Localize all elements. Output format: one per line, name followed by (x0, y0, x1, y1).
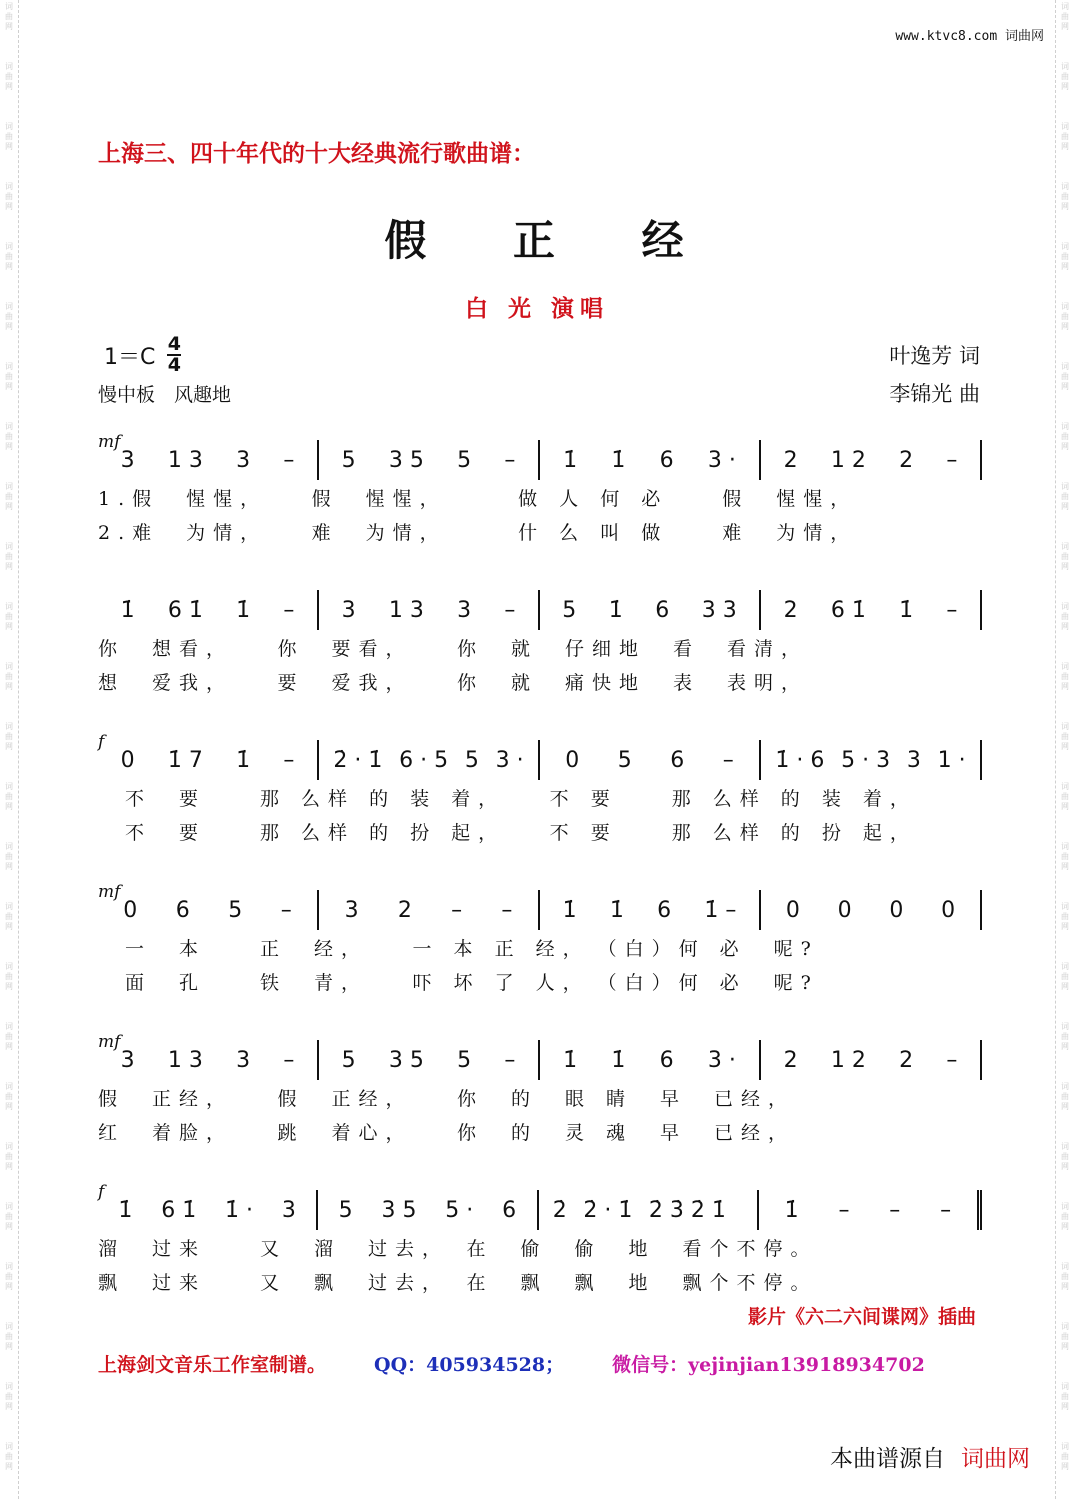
dynamic-marking: mf (98, 432, 121, 452)
dynamic-marking: f (98, 732, 105, 752)
dynamic-marking: mf (98, 1032, 121, 1052)
watermark-glyphs: 词曲网 (5, 962, 13, 991)
note: – (504, 597, 516, 623)
lyric-line: 不 要 那 么样 的 装 着， 不 要 那 么样 的 装 着， (98, 788, 917, 810)
note: 6 (655, 597, 670, 623)
key-label: 1＝C (104, 344, 156, 370)
note: 3 (341, 597, 356, 623)
note: 0 (837, 897, 852, 923)
note: 5 (338, 1197, 353, 1223)
note: 2̇ · 1̇ (583, 1197, 633, 1223)
note: 5 (341, 447, 356, 473)
watermark-glyphs: 词曲网 (1061, 602, 1069, 631)
note: 3 (236, 1047, 251, 1073)
watermark-glyphs: 词曲网 (5, 1202, 13, 1231)
watermark-glyphs: 词曲网 (5, 182, 13, 211)
note: 6 1̇ (167, 597, 203, 623)
watermark-glyphs: 词曲网 (1061, 662, 1069, 691)
note: 2̇ 3̇ 2̇ 1̇ (648, 1197, 726, 1223)
notes-row (98, 590, 982, 630)
note: 3 5 (388, 1047, 424, 1073)
site-name[interactable]: 词曲网 (1004, 29, 1044, 44)
note: 1̇ · (225, 1197, 254, 1223)
lyric-line: 飘 过来 又 飘 过去， 在 飘 飘 地 飘个不停。 (98, 1272, 818, 1294)
note: 2̇ · 1̇ (333, 747, 383, 773)
note: 0 (889, 897, 904, 923)
note: – (283, 747, 295, 773)
note: 0 (941, 897, 956, 923)
lyric-line: 1.假 惺惺， 假 惺惺， 做 人 何 必 假 惺惺， (98, 488, 858, 510)
title-char: 正 (512, 216, 561, 265)
measure (98, 440, 319, 480)
note: 5 (457, 1047, 472, 1073)
note: 1̇ (236, 597, 251, 623)
watermark-glyphs: 词曲网 (5, 1082, 13, 1111)
measure (98, 740, 319, 780)
watermark-glyphs: 词曲网 (5, 1322, 13, 1351)
note: 1̇ – (704, 897, 737, 923)
note: – (501, 897, 513, 923)
note: 1 3 (167, 447, 203, 473)
qq-contact: QQ：405934528； (374, 1354, 565, 1376)
lyric-line: 想 爱我， 要 爱我， 你 就 痛快地 表 表明， (98, 672, 809, 694)
note: 2 (397, 897, 412, 923)
watermark-glyphs: 词曲网 (1061, 62, 1069, 91)
watermark-glyphs: 词曲网 (1061, 1322, 1069, 1351)
watermark-glyphs: 词曲网 (1061, 782, 1069, 811)
measure (319, 440, 540, 480)
watermark-glyphs: 词曲网 (1061, 1442, 1069, 1471)
watermark-glyphs: 词曲网 (1061, 1202, 1069, 1231)
note: – (940, 1197, 952, 1223)
measure (98, 590, 319, 630)
watermark-glyphs: 词曲网 (1061, 362, 1069, 391)
note: 2 (783, 447, 798, 473)
note: – (504, 447, 516, 473)
notes-row (98, 890, 982, 930)
watermark-glyphs: 词曲网 (1061, 1082, 1069, 1111)
note: – (283, 1047, 295, 1073)
note: 3 (236, 447, 251, 473)
lyric-line: 2.难 为情， 难 为情， 什 么 叫 做 难 为情， (98, 522, 858, 544)
watermark-glyphs: 词曲网 (5, 782, 13, 811)
composer-credit: 李锦光 曲 (889, 382, 980, 406)
lyric-line: 假 正经， 假 正经， 你 的 眼 睛 早 已经， (98, 1088, 796, 1110)
footer-contact (98, 1350, 925, 1377)
watermark-glyphs: 词曲网 (5, 542, 13, 571)
watermark-glyphs: 词曲网 (1061, 722, 1069, 751)
measure (318, 1190, 538, 1230)
note: 5 · (445, 1197, 474, 1223)
watermark-glyphs: 词曲网 (5, 722, 13, 751)
measure (759, 1190, 982, 1230)
note: 1̇ 7 (167, 747, 203, 773)
note: 3 · (707, 1047, 736, 1073)
note: 1̇ (784, 1197, 799, 1223)
note: 5 · 3 (841, 747, 891, 773)
measure (540, 1040, 761, 1080)
key-signature (104, 333, 181, 376)
note: 1 3 (388, 597, 424, 623)
watermark-glyphs: 词曲网 (5, 122, 13, 151)
note: 2̇ (552, 1197, 567, 1223)
source-credit (830, 1440, 1030, 1473)
notes-row (98, 440, 982, 480)
watermark-glyphs: 词曲网 (5, 302, 13, 331)
watermark-glyphs: 词曲网 (5, 662, 13, 691)
song-title (0, 208, 1074, 268)
note: 2 (783, 1047, 798, 1073)
watermark-glyphs: 词曲网 (1061, 962, 1069, 991)
notes-row (98, 1040, 982, 1080)
watermark-glyphs: 词曲网 (1061, 2, 1069, 31)
note: 5 (341, 1047, 356, 1073)
watermark-glyphs: 词曲网 (5, 1382, 13, 1411)
note: – (889, 1197, 901, 1223)
dynamic-marking: mf (98, 882, 121, 902)
note: 1̇ (611, 447, 626, 473)
time-signature (167, 333, 181, 376)
watermark-glyphs: 词曲网 (1061, 902, 1069, 931)
collection-heading: 上海三、四十年代的十大经典流行歌曲谱： (98, 140, 535, 167)
note: 2 (899, 1047, 914, 1073)
note: 6 (670, 747, 685, 773)
lyricist-credit: 叶逸芳 词 (889, 344, 980, 368)
note: 6 1̇ (161, 1197, 197, 1223)
note: 1̇ (563, 447, 578, 473)
note: 6 (659, 447, 674, 473)
measure (540, 440, 761, 480)
watermark-glyphs: 词曲网 (1061, 422, 1069, 451)
note: 3 5 (381, 1197, 417, 1223)
watermark-glyphs: 词曲网 (5, 242, 13, 271)
watermark-glyphs: 词曲网 (5, 1142, 13, 1171)
watermark-glyphs: 词曲网 (5, 362, 13, 391)
note: – (838, 1197, 850, 1223)
lyric-line: 不 要 那 么样 的 扮 起， 不 要 那 么样 的 扮 起， (98, 822, 917, 844)
note: 3 3 (701, 597, 737, 623)
note: 1 3 (167, 1047, 203, 1073)
note: 5 (617, 747, 632, 773)
note: 0 (565, 747, 580, 773)
note: 3 (120, 447, 135, 473)
watermark-glyphs: 词曲网 (1061, 842, 1069, 871)
watermark-glyphs: 词曲网 (5, 1262, 13, 1291)
note: – (946, 597, 958, 623)
note: – (504, 1047, 516, 1073)
note: 1̇ (562, 897, 577, 923)
measure (540, 890, 761, 930)
watermark-glyphs: 词曲网 (5, 902, 13, 931)
watermark-glyphs: 词曲网 (5, 842, 13, 871)
measure (319, 1040, 540, 1080)
watermark-glyphs: 词曲网 (5, 602, 13, 631)
note: 5 (562, 597, 577, 623)
note: 1̇ (608, 597, 623, 623)
title-char: 假 (384, 216, 433, 265)
note: 3 (120, 1047, 135, 1073)
note: 1̇ (563, 1047, 578, 1073)
watermark-glyphs: 词曲网 (1061, 182, 1069, 211)
watermark-glyphs: 词曲网 (1061, 542, 1069, 571)
note: 3 (457, 597, 472, 623)
measure (540, 590, 761, 630)
measure (761, 590, 982, 630)
measure (319, 590, 540, 630)
note: – (451, 897, 463, 923)
note: 1 2 (830, 1047, 866, 1073)
note: 6 (502, 1197, 517, 1223)
watermark-glyphs: 词曲网 (5, 62, 13, 91)
watermark-glyphs: 词曲网 (1061, 1382, 1069, 1411)
measure (98, 1040, 319, 1080)
studio-name: 上海剑文音乐工作室制谱。 (98, 1354, 327, 1376)
measure (761, 440, 982, 480)
site-url[interactable]: www.ktvc8.com (895, 29, 998, 44)
note: 1 2 (830, 447, 866, 473)
tempo-marking: 慢中板 风趣地 (98, 384, 232, 406)
note: 1̇ (118, 1197, 133, 1223)
note: 3 (906, 747, 921, 773)
note: 6 1̇ (830, 597, 866, 623)
lyric-line: 红 着脸， 跳 着心， 你 的 灵 魂 早 已经， (98, 1122, 796, 1144)
note: 1 · (937, 747, 966, 773)
note: 3 · (707, 447, 736, 473)
watermark-glyphs: 词曲网 (1061, 242, 1069, 271)
dynamic-marking: f (98, 1182, 105, 1202)
watermark-glyphs: 词曲网 (1061, 1022, 1069, 1051)
note: 5 (457, 447, 472, 473)
wechat-contact: 微信号：yejinjian13918934702 (612, 1354, 925, 1376)
note: 1̇ · 6 (775, 747, 825, 773)
note: 2 (783, 597, 798, 623)
source-brand[interactable]: 词曲网 (961, 1446, 1030, 1472)
lyric-line: 一 本 正 经， 一 本 正 经， （白）何 必 呢? (98, 938, 819, 960)
lyric-line: 面 孔 铁 青， 吓 坏 了 人， （白）何 必 呢? (98, 972, 819, 994)
watermark-glyphs: 词曲网 (1061, 122, 1069, 151)
notes-row (98, 740, 982, 780)
watermark-glyphs: 词曲网 (1061, 1142, 1069, 1171)
watermark-glyphs: 词曲网 (5, 2, 13, 31)
measure (540, 740, 761, 780)
site-header[interactable] (895, 25, 1044, 44)
watermark-glyphs: 词曲网 (5, 1022, 13, 1051)
watermark-glyphs: 词曲网 (1061, 1262, 1069, 1291)
source-label: 本曲谱源自 (830, 1446, 945, 1472)
measure (319, 890, 540, 930)
note: 3 5 (388, 447, 424, 473)
note: – (283, 447, 295, 473)
watermark-glyphs: 词曲网 (5, 1442, 13, 1471)
note: 6 (657, 897, 672, 923)
measure (761, 890, 982, 930)
lyric-line: 你 想看， 你 要看， 你 就 仔细地 看 看清， (98, 638, 809, 660)
measure (761, 1040, 982, 1080)
measure (761, 740, 982, 780)
note: 3 (344, 897, 359, 923)
note: 1̇ (120, 597, 135, 623)
note: 2 (899, 447, 914, 473)
note: – (946, 1047, 958, 1073)
note: 6 (175, 897, 190, 923)
watermark-glyphs: 词曲网 (5, 422, 13, 451)
time-bottom: 4 (167, 354, 181, 376)
film-note: 影片《六二六间谍网》插曲 (747, 1306, 976, 1328)
note: 1̇ (611, 1047, 626, 1073)
measure (539, 1190, 759, 1230)
note: 6 (659, 1047, 674, 1073)
note: 1̇ (609, 897, 624, 923)
note: 6 · 5 (399, 747, 449, 773)
note: 1̇ (236, 747, 251, 773)
lyric-line: 溜 过来 又 溜 过去， 在 偷 偷 地 看个不停。 (98, 1238, 818, 1260)
measure (98, 1190, 318, 1230)
note: – (283, 597, 295, 623)
measure (319, 740, 540, 780)
note: – (722, 747, 734, 773)
note: – (946, 447, 958, 473)
note: 1̇ (899, 597, 914, 623)
title-char: 经 (641, 216, 690, 265)
note: 0 (120, 747, 135, 773)
note: – (280, 897, 292, 923)
notes-row (98, 1190, 982, 1230)
time-top: 4 (167, 333, 181, 355)
note: 3 (281, 1197, 296, 1223)
note: 3 · (495, 747, 524, 773)
measure (98, 890, 319, 930)
singer-credit: 白 光 演唱 (464, 295, 609, 322)
watermark-glyphs: 词曲网 (5, 482, 13, 511)
note: 0 (123, 897, 138, 923)
note: 5 (464, 747, 479, 773)
watermark-glyphs: 词曲网 (1061, 482, 1069, 511)
watermark-glyphs: 词曲网 (1061, 302, 1069, 331)
note: 5 (228, 897, 243, 923)
note: 0 (785, 897, 800, 923)
